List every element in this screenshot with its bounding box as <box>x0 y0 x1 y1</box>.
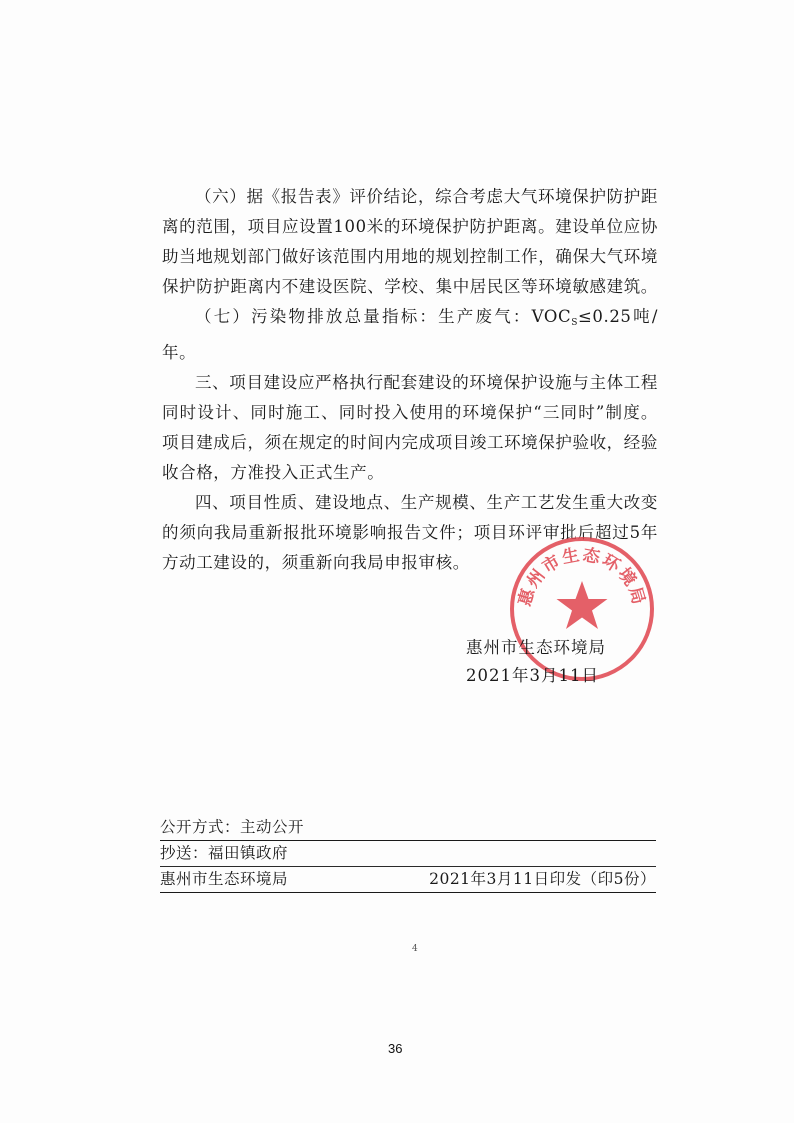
print-info: 2021年3月11日印发（印5份） <box>429 870 656 888</box>
footer-issuer: 惠州市生态环境局 <box>160 870 289 888</box>
paragraph-text: 四、项目性质、建设地点、生产规模、生产工艺发生重大改变的须向我局重新报批环境影响报告文件；项目环评审批后超过5年方动工建设的，须重新向我局申报审核。 <box>162 493 658 572</box>
paragraph-3-three-simultaneities <box>162 368 658 488</box>
paragraph-text-tail: ≤0.25吨/年。 <box>162 307 658 362</box>
issuing-organization: 惠州市生态环境局 <box>466 638 606 657</box>
cc-recipient: 抄送：福田镇政府 <box>160 844 289 862</box>
subscript: S <box>571 318 578 328</box>
disclosure-row <box>160 815 656 841</box>
approval-body <box>162 182 658 578</box>
page-number: 36 <box>388 1041 403 1056</box>
inner-page-number: 4 <box>412 944 418 954</box>
issuer-row <box>160 867 656 893</box>
paragraph-text: 三、项目建设应严格执行配套建设的环境保护设施与主体工程同时设计、同时施工、同时投入使用的环境保护“三同时”制度。项目建成后，须在规定的时间内完成项目竣工环境保护验收，经验收合格，方准投入正式生产。 <box>162 373 658 482</box>
document-footer <box>160 815 656 893</box>
paragraph-6-protection-distance <box>162 182 658 302</box>
signature-block <box>466 634 606 690</box>
paragraph-text: （七）污染物排放总量指标：生产废气：VOC <box>195 307 572 326</box>
paragraph-7-emission-quota <box>162 302 658 368</box>
issue-date: 2021年3月11日 <box>466 666 599 685</box>
cc-row <box>160 841 656 867</box>
paragraph-text: （六）据《报告表》评价结论，综合考虑大气环境保护防护距离的范围，项目应设置100米的环境保护防护距离。建设单位应协助当地规划部门做好该范围内用地的规划控制工作，确保大气环境保护防护距离内不建设医院、学校、集中居民区等环境敏感建筑。 <box>162 187 658 296</box>
svg-text:惠州市生态环境局: 惠州市生态环境局 <box>515 545 649 609</box>
disclosure-method: 公开方式：主动公开 <box>160 818 305 836</box>
